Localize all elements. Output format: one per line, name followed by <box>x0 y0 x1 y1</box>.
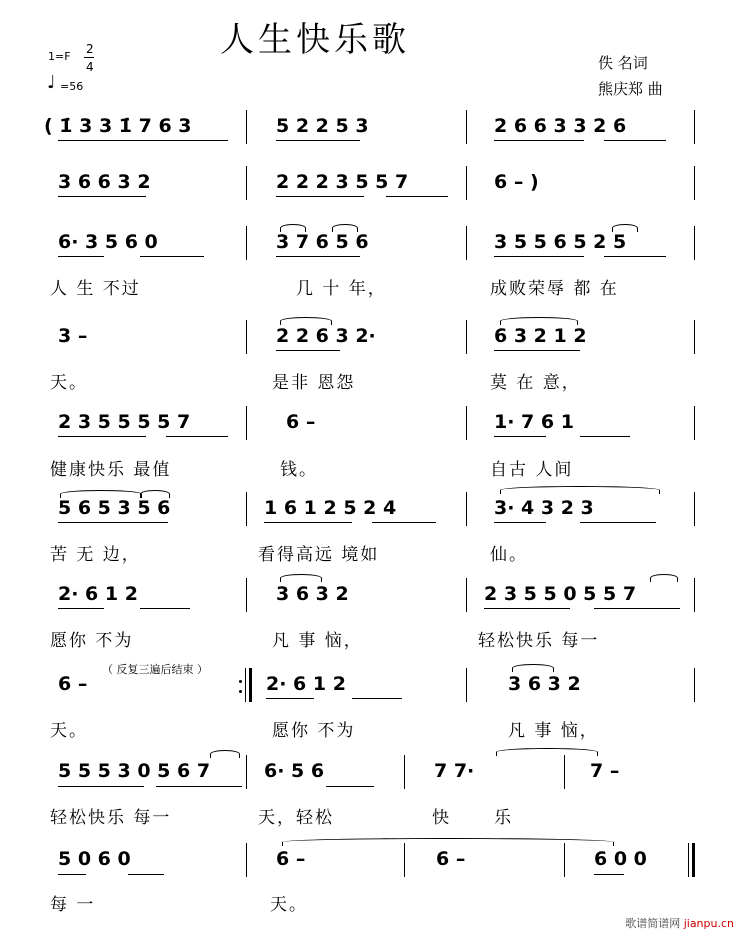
final-bar-line <box>692 843 695 877</box>
bar-line <box>246 755 247 789</box>
lyric-line: 钱。 <box>280 460 318 480</box>
beam-underline <box>494 256 584 257</box>
bar-line <box>564 755 565 789</box>
lyric-line: 自古 人间 <box>490 460 574 480</box>
watermark-url: jianpu.cn <box>683 917 734 930</box>
bar-line <box>694 406 695 440</box>
tempo-marking: =56 <box>60 80 84 93</box>
lyric-line: 天。 <box>50 721 88 741</box>
slur <box>612 224 638 232</box>
measure-notes: 3 6 3 2 <box>508 673 581 695</box>
beam-underline <box>58 874 86 875</box>
beam-underline <box>266 698 314 699</box>
tie <box>282 838 614 846</box>
beam-underline <box>156 786 242 787</box>
beam-underline <box>58 256 104 257</box>
lyric-line: 是非 恩怨 <box>272 373 356 393</box>
bar-line <box>246 843 247 877</box>
beam-underline <box>594 874 624 875</box>
bar-line <box>694 320 695 354</box>
slur <box>650 574 678 582</box>
lyric-line: 苦 无 边， <box>50 545 141 565</box>
measure-notes: 3 – <box>58 325 88 347</box>
time-signature-top: 2 <box>86 42 94 56</box>
bar-line <box>246 166 247 200</box>
repeat-instruction: （ 反复三遍后结束 ） <box>102 663 208 676</box>
bar-line <box>694 578 695 612</box>
song-title: 人生快乐歌 <box>220 20 410 60</box>
beam-underline <box>58 786 144 787</box>
measure-notes: ( 1̇ 3 3 1̇ 7 6 3 <box>44 115 192 137</box>
slur <box>60 490 142 498</box>
bar-line <box>246 406 247 440</box>
measure-notes: 6· 3 5 6 0 <box>58 231 158 253</box>
lyric-line: 乐 <box>494 808 511 828</box>
measure-notes: 6 – <box>58 673 88 695</box>
beam-underline <box>166 436 228 437</box>
slur <box>140 490 170 498</box>
measure-notes: 6 – <box>436 848 466 870</box>
bar-line <box>466 406 467 440</box>
bar-line <box>466 166 467 200</box>
lyric-line: 健康快乐 最值 <box>50 460 172 480</box>
measure-notes: 2 6 6 3 3 2 6 <box>494 115 627 137</box>
bar-line <box>246 320 247 354</box>
beam-underline <box>352 698 402 699</box>
final-bar-line <box>688 843 689 877</box>
bar-line <box>466 492 467 526</box>
beam-underline <box>386 196 448 197</box>
lyric-line: 快 <box>432 808 449 828</box>
beam-underline <box>604 256 666 257</box>
lyric-line: 天。 <box>50 373 88 393</box>
measure-notes: 7 – <box>590 760 620 782</box>
lyric-line: 仙。 <box>490 545 528 565</box>
lyric-line: 人 生 不过 <box>50 279 141 299</box>
slur <box>280 574 322 582</box>
lyric-line: 莫 在 意， <box>490 373 581 393</box>
beam-underline <box>140 608 190 609</box>
quarter-note-icon: ♩ <box>47 72 56 93</box>
measure-notes: 1 6 1 2 5 2 4 <box>264 497 397 519</box>
beam-underline <box>494 436 546 437</box>
measure-notes: 3 5 5 6 5 2 5 <box>494 231 627 253</box>
measure-notes: 7 7· <box>434 760 475 782</box>
beam-underline <box>326 786 374 787</box>
beam-underline <box>58 608 104 609</box>
measure-notes: 5 5 5 3 0 5 6 7 <box>58 760 211 782</box>
slur <box>512 664 554 672</box>
measure-notes: 2 2 2 3 5 5 7 <box>276 171 409 193</box>
slur <box>280 317 332 325</box>
measure-notes: 6 – <box>276 848 306 870</box>
bar-line <box>246 578 247 612</box>
beam-underline <box>494 350 580 351</box>
bar-line <box>694 492 695 526</box>
composer-credit: 熊庆郑 曲 <box>598 80 663 98</box>
bar-line <box>246 110 247 144</box>
bar-line <box>564 843 565 877</box>
measure-notes: 6 3 2 1 2 <box>494 325 587 347</box>
measure-notes: 2 2 6 3 2· <box>276 325 376 347</box>
beam-underline <box>58 196 146 197</box>
bar-line <box>694 226 695 260</box>
bar-line <box>246 226 247 260</box>
lyricist-credit: 佚 名词 <box>598 54 648 72</box>
bar-line <box>466 226 467 260</box>
lyric-line: 成败荣辱 都 在 <box>490 279 619 299</box>
bar-line <box>466 668 467 702</box>
time-signature-line <box>84 57 94 58</box>
beam-underline <box>58 522 168 523</box>
lyric-line: 轻松快乐 每一 <box>50 808 172 828</box>
beam-underline <box>276 140 360 141</box>
bar-line <box>694 166 695 200</box>
beam-underline <box>594 608 680 609</box>
bar-line <box>694 110 695 144</box>
bar-line <box>466 110 467 144</box>
bar-line <box>466 578 467 612</box>
bar-line <box>466 320 467 354</box>
lyric-line: 轻松快乐 每一 <box>478 631 600 651</box>
time-signature-bottom: 4 <box>86 60 94 74</box>
lyric-line: 天。 <box>270 895 308 915</box>
tie <box>496 748 598 756</box>
lyric-line: 天，轻松 <box>258 808 334 828</box>
beam-underline <box>604 140 666 141</box>
lyric-line: 看得高远 境如 <box>258 545 380 565</box>
beam-underline <box>494 522 546 523</box>
repeat-dot <box>239 690 242 693</box>
beam-underline <box>276 256 360 257</box>
beam-underline <box>484 608 570 609</box>
beam-underline <box>128 874 164 875</box>
slur <box>210 750 240 758</box>
measure-notes: 3 7 6 5 6 <box>276 231 369 253</box>
measure-notes: 2· 6 1 2 <box>58 583 138 605</box>
beam-underline <box>372 522 436 523</box>
lyric-line: 几 十 年， <box>296 279 387 299</box>
lyric-line: 愿你 不为 <box>272 721 356 741</box>
measure-notes: 2· 6 1 2 <box>266 673 346 695</box>
watermark-site: 歌谱简谱网 <box>625 917 681 930</box>
bar-line <box>404 843 405 877</box>
lyric-line: 凡 事 恼， <box>508 721 599 741</box>
bar-line <box>404 755 405 789</box>
measure-notes: 1· 7 6 1 <box>494 411 574 433</box>
measure-notes: 3 6 6 3 2 <box>58 171 151 193</box>
beam-underline <box>580 522 656 523</box>
measure-notes: 3 6 3 2 <box>276 583 349 605</box>
measure-notes: 6 – <box>286 411 316 433</box>
measure-notes: 2 3 5 5 5 5 7 <box>58 411 191 433</box>
bar-line <box>694 668 695 702</box>
measure-notes: 5 6 5 3 5 6 <box>58 497 171 519</box>
site-watermark <box>625 915 734 931</box>
beam-underline <box>264 522 352 523</box>
lyric-line: 每 一 <box>50 895 96 915</box>
beam-underline <box>140 256 204 257</box>
measure-notes: 5 0 6 0 <box>58 848 131 870</box>
measure-notes: 2 3 5 5 0 5 5 7 <box>484 583 637 605</box>
beam-underline <box>276 350 340 351</box>
key-signature: 1=F <box>48 50 71 63</box>
slur <box>332 224 358 232</box>
repeat-bar-line <box>245 668 246 702</box>
repeat-bar-line <box>249 668 252 702</box>
measure-notes: 6· 5 6 <box>264 760 325 782</box>
lyric-line: 凡 事 恼， <box>272 631 363 651</box>
beam-underline <box>580 436 630 437</box>
beam-underline <box>276 196 364 197</box>
repeat-dot <box>239 680 242 683</box>
beam-underline <box>494 140 584 141</box>
slur <box>280 224 306 232</box>
slur <box>500 486 660 494</box>
bar-line <box>246 492 247 526</box>
measure-notes: 6 – ) <box>494 171 539 193</box>
measure-notes: 3· 4 3 2 3 <box>494 497 594 519</box>
beam-underline <box>58 140 228 141</box>
measure-notes: 6 0 0 <box>594 848 647 870</box>
measure-notes: 5 2 2 5 3 <box>276 115 369 137</box>
lyric-line: 愿你 不为 <box>50 631 134 651</box>
slur <box>500 317 578 325</box>
beam-underline <box>58 436 146 437</box>
